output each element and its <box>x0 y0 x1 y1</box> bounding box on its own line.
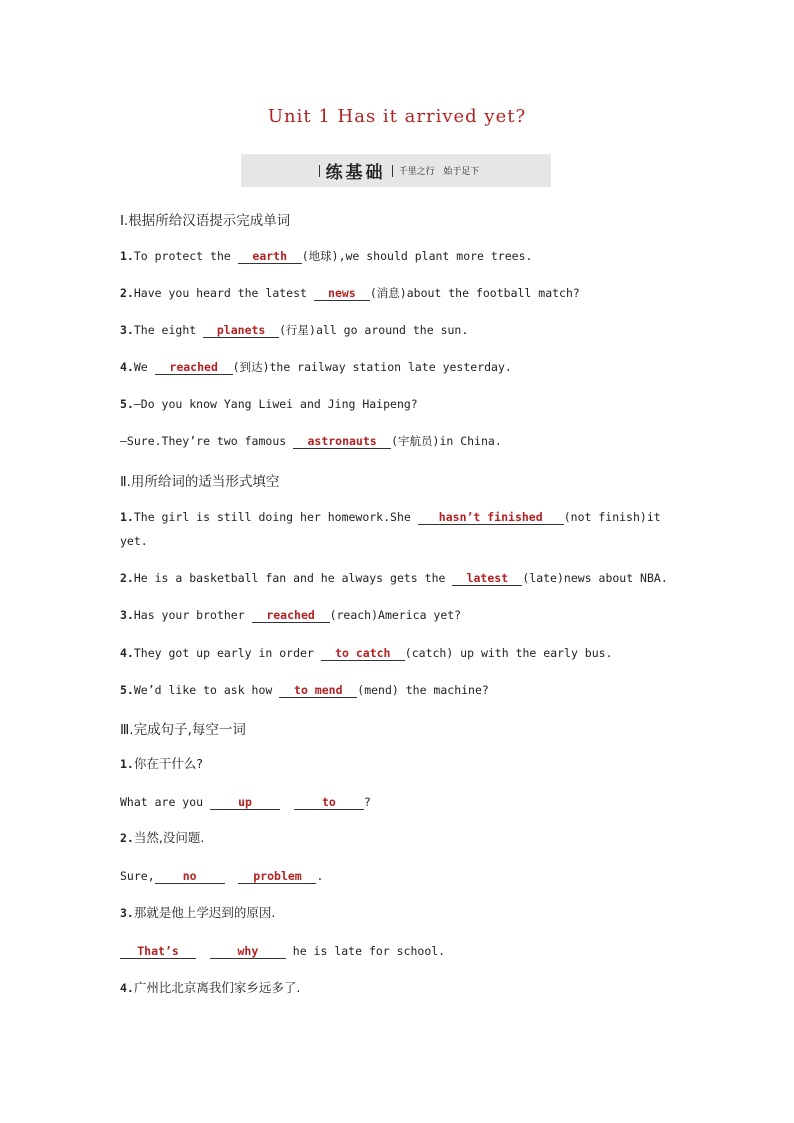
question-3-4-prompt <box>120 980 300 996</box>
answer-blank[interactable]: news <box>314 286 370 301</box>
question-number: 1. <box>120 757 134 771</box>
section-banner <box>241 154 551 187</box>
question-text: (not finish)it <box>563 510 661 524</box>
answer-blank[interactable]: to mend <box>279 683 357 698</box>
question-number: 4. <box>120 981 134 995</box>
question-text: —Sure.They’re two famous <box>120 434 294 448</box>
question-text: (late)news about NBA. <box>522 571 668 585</box>
question-3-1-answer <box>120 794 371 810</box>
banner-divider <box>319 165 320 177</box>
question-text: —Do you know Yang Liwei and Jing Haipeng? <box>133 397 418 411</box>
question-text: (到达)the railway station late yesterday. <box>232 360 512 374</box>
section-1-heading: Ⅰ.根据所给汉语提示完成单词 <box>120 213 291 229</box>
question-1-5 <box>120 396 418 412</box>
chinese-prompt: 你在干什么? <box>133 756 203 771</box>
answer-blank[interactable]: why <box>210 944 286 959</box>
question-number: 4. <box>120 360 134 374</box>
question-text: . <box>316 869 324 883</box>
question-number: 2. <box>120 571 134 585</box>
question-text: (catch) up with the early bus. <box>404 646 613 660</box>
answer-blank[interactable]: astronauts <box>293 434 391 449</box>
banner-sub-text: 千里之行 始于足下 <box>398 167 480 177</box>
question-text: We <box>133 360 155 374</box>
question-1-2 <box>120 285 580 301</box>
question-text: They got up early in order <box>133 646 321 660</box>
question-1-5-reply <box>120 433 502 449</box>
question-text: (宇航员)in China. <box>391 434 502 448</box>
question-3-3-prompt <box>120 905 275 921</box>
question-2-5 <box>120 682 489 698</box>
question-number: 2. <box>120 831 134 845</box>
question-text: To protect the <box>133 249 238 263</box>
question-text: (reach)America yet? <box>329 608 462 622</box>
question-2-1 <box>120 509 661 525</box>
question-number: 5. <box>120 683 134 697</box>
question-number: 4. <box>120 646 134 660</box>
question-text: ? <box>363 795 371 809</box>
answer-blank[interactable]: hasn’t finished <box>418 510 564 525</box>
question-number: 3. <box>120 906 134 920</box>
answer-blank[interactable]: planets <box>203 323 279 338</box>
question-text: (消息)about the football match? <box>369 286 580 300</box>
question-text: Sure, <box>120 869 155 883</box>
question-text: Has your brother <box>133 608 252 622</box>
question-number: 2. <box>120 286 134 300</box>
question-text: He is a basketball fan and he always gets the <box>133 571 453 585</box>
answer-blank[interactable]: reached <box>155 360 233 375</box>
answer-blank[interactable]: reached <box>252 608 330 623</box>
answer-blank[interactable]: to <box>294 795 364 810</box>
question-text: (mend) the machine? <box>357 683 489 697</box>
page-title: Unit 1 Has it arrived yet? <box>267 106 527 127</box>
banner-main-text: 练基础 <box>325 163 386 183</box>
question-1-3 <box>120 322 468 338</box>
question-1-4 <box>120 359 512 375</box>
answer-blank[interactable]: earth <box>238 249 302 264</box>
question-3-1-prompt <box>120 756 203 772</box>
question-text: The eight <box>133 323 204 337</box>
banner-divider <box>392 165 393 177</box>
question-number: 1. <box>120 510 134 524</box>
question-text: Have you heard the latest <box>133 286 314 300</box>
question-number: 1. <box>120 249 134 263</box>
answer-blank[interactable]: up <box>210 795 280 810</box>
question-number: 3. <box>120 608 134 622</box>
chinese-prompt: 那就是他上学迟到的原因. <box>133 905 276 920</box>
section-2-heading: Ⅱ.用所给词的适当形式填空 <box>120 474 280 490</box>
question-3-2-prompt <box>120 830 204 846</box>
question-number: 3. <box>120 323 134 337</box>
question-text: (行星)all go around the sun. <box>279 323 469 337</box>
question-text: he is late for school. <box>285 944 446 958</box>
answer-blank[interactable]: to catch <box>321 646 405 661</box>
question-2-4 <box>120 645 613 661</box>
question-3-3-answer <box>120 943 445 959</box>
question-1-1 <box>120 248 532 264</box>
question-2-3 <box>120 607 461 623</box>
answer-blank[interactable]: no <box>155 869 225 884</box>
question-text: We’d like to ask how <box>133 683 280 697</box>
question-text: What are you <box>120 795 211 809</box>
question-text: The girl is still doing her homework.She <box>133 510 418 524</box>
question-number: 5. <box>120 397 134 411</box>
answer-blank[interactable]: latest <box>452 571 522 586</box>
question-text: (地球),we should plant more trees. <box>301 249 533 263</box>
chinese-prompt: 当然,没问题. <box>133 830 205 845</box>
chinese-prompt: 广州比北京离我们家乡远多了. <box>133 980 301 995</box>
question-3-2-answer <box>120 868 323 884</box>
section-3-heading: Ⅲ.完成句子,每空一词 <box>120 722 246 738</box>
question-2-2 <box>120 570 668 586</box>
answer-blank[interactable]: problem <box>238 869 316 884</box>
question-2-1-continued: yet. <box>120 534 148 548</box>
answer-blank[interactable]: That’s <box>120 944 196 959</box>
